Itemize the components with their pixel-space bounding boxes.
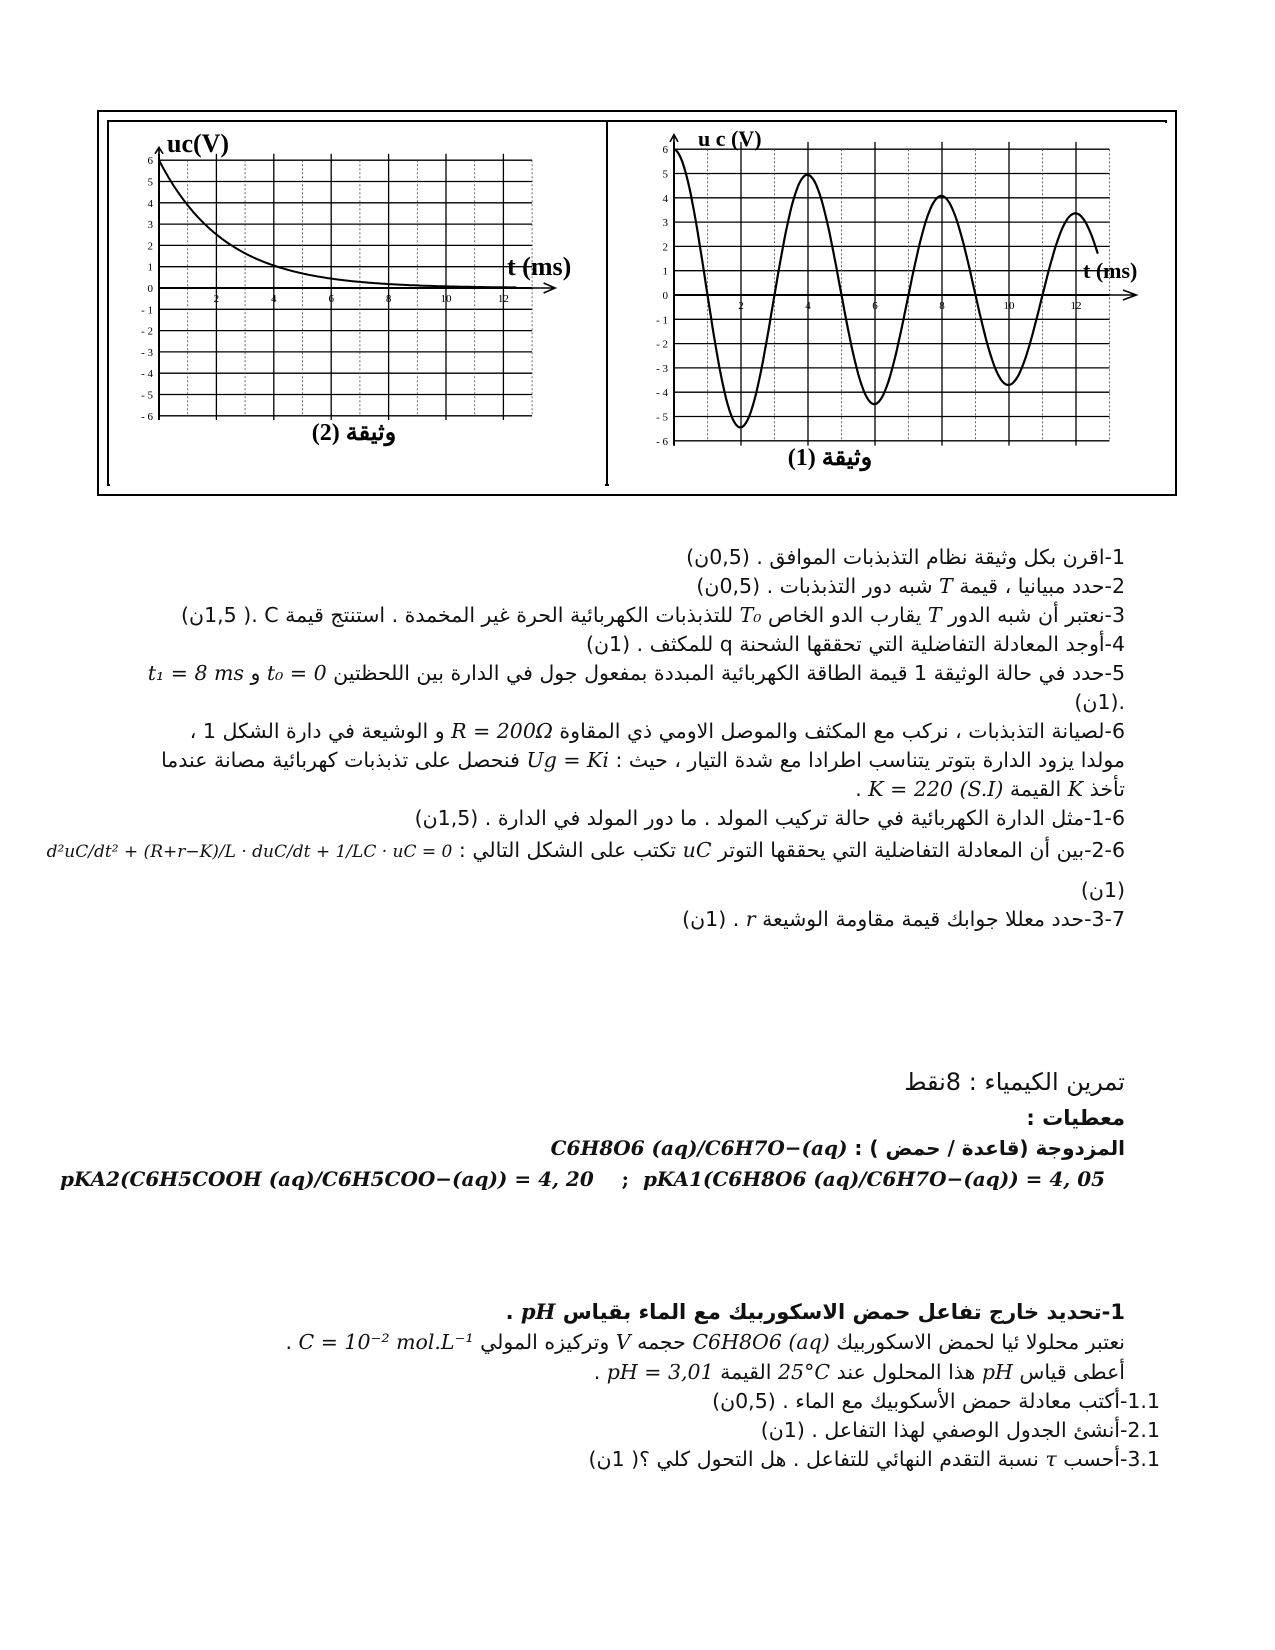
y-tick-label: 3 — [662, 217, 668, 230]
y-tick-label: 1 — [147, 261, 153, 274]
question-2: 2-حدد مبيانيا ، قيمة T شبه دور التذبذبات . (0,5ن) — [696, 574, 1125, 598]
question-7: 3-7-حدد معللا جوابك قيمة مقاومة الوشيعة r . (1ن) — [682, 907, 1125, 931]
y-tick-label: 4 — [662, 192, 668, 205]
y-tick-label: 1 — [662, 265, 668, 278]
chem-line-1: نعتبر محلولا ئيا لحمض الاسكوربيك C6H8O6 (aq) حجمه V وتركيزه المولي C = 10⁻² mol.L⁻¹ . — [285, 1330, 1125, 1354]
y-tick-label: - 6 — [141, 410, 153, 423]
y-tick-label: 0 — [147, 283, 153, 295]
y-tick-label: 4 — [147, 197, 153, 210]
question-6-line3: تأخذ K القيمة K = 220 (S.I) . — [855, 777, 1125, 801]
y-tick-label: 5 — [147, 176, 153, 189]
doc1-caption: وثيقة (1) — [787, 445, 873, 471]
question-2-1: 2.1-أنشئ الجدول الوصفي لهذا التفاعل . (1ن) — [760, 1418, 1160, 1442]
figure-box — [97, 110, 1177, 496]
x-tick-label: 8 — [939, 300, 945, 312]
pka2-line: pKA2(C6H5COOH (aq)/C6H5COO−(aq)) = 4, 20 ; pKA1(C6H8O6 (aq)/C6H7O−(aq)) = 4, 05 — [60, 1167, 1106, 1191]
x-tick-label: 12 — [1070, 300, 1082, 312]
chemistry-couple: المزدوجة (قاعدة / حمض ) : C6H8O6 (aq)/C6H7O−(aq) — [550, 1136, 1125, 1160]
question-5: 5-حدد في حالة الوثيقة 1 قيمة الطاقة الكهربائية المبددة بمفعول جول في الدارة بين اللحظتين t₀ = 0 و t₁ = 8 ms — [147, 661, 1125, 685]
chem-line-2: أعطى قياس pH هذا المحلول عند 25°C القيمة pH = 3,01 . — [593, 1360, 1125, 1384]
y-tick-label: - 3 — [141, 346, 153, 359]
y-tick-label: 2 — [662, 241, 668, 254]
y-tick-label: 0 — [662, 290, 668, 302]
question-6-2: 2-6-بين أن المعادلة التفاضلية التي يحققها التوتر uC تكتب على الشكل التالي : d²uC/dt² + (R+r−K)/L · duC/dt + 1/LC · uC = 0 — [46, 838, 1125, 862]
doc2-caption: وثيقة (2) — [311, 420, 397, 446]
y-tick-label: - 6 — [656, 435, 668, 448]
x-tick-label: 2 — [738, 300, 744, 312]
x-tick-label: 10 — [1003, 300, 1015, 312]
y-tick-label: - 3 — [656, 362, 668, 375]
y-tick-label: - 2 — [141, 325, 153, 338]
y-tick-label: - 5 — [656, 411, 668, 424]
doc2-y-label: uc(V) — [167, 129, 230, 158]
question-1-1: 1.1-أكتب معادلة حمض الأسكوبيك مع الماء . (0,5ن) — [712, 1389, 1160, 1413]
x-tick-label: 2 — [213, 293, 220, 305]
figure-inner-frame — [107, 120, 1167, 486]
x-tick-label: 6 — [328, 293, 334, 305]
x-tick-label: 4 — [271, 293, 277, 305]
y-tick-label: - 2 — [656, 338, 668, 351]
chemistry-section — [60, 1060, 1200, 1520]
doc1-y-label: u c (V) — [698, 126, 762, 151]
x-tick-label: 8 — [385, 293, 392, 305]
y-tick-label: - 4 — [656, 387, 668, 400]
x-tick-label: 4 — [805, 300, 811, 312]
y-tick-label: - 5 — [141, 389, 153, 402]
y-tick-label: - 1 — [656, 314, 668, 327]
x-tick-label: 10 — [440, 293, 452, 305]
question-5-points: .(1ن) — [1074, 690, 1125, 714]
doc2-x-label: t (ms) — [507, 252, 572, 281]
y-tick-label: - 1 — [141, 304, 153, 317]
chemistry-title: تمرين الكيمياء : 8نقط — [904, 1068, 1125, 1096]
question-6-2-points: (1ن) — [1080, 878, 1125, 902]
y-tick-label: 6 — [147, 155, 153, 168]
y-tick-label: - 4 — [141, 368, 153, 381]
y-tick-label: 3 — [147, 219, 153, 232]
chemistry-given: معطيات : — [1026, 1106, 1125, 1130]
x-tick-label: 6 — [872, 300, 878, 312]
y-tick-label: 5 — [662, 168, 668, 181]
physics-questions — [46, 543, 1200, 973]
chart-doc2 — [109, 122, 606, 488]
part1-title: 1-تحديد خارج تفاعل حمض الاسكوربيك مع الماء بقياس pH . — [505, 1299, 1125, 1324]
question-4: 4-أوجد المعادلة التفاضلية التي تحققها الشحنة q للمكثف . (1ن) — [585, 632, 1125, 656]
question-1: 1-اقرن بكل وثيقة نظام التذبذبات الموافق . (0,5ن) — [686, 545, 1125, 569]
question-6-line2: مولدا يزود الدارة بتوتر يتناسب اطرادا مع شدة التيار ، حيث : Ug = Ki فنحصل على تذبذبات كهربائية مصانة عندما — [161, 748, 1125, 772]
question-6: 6-لصيانة التذبذبات ، نركب مع المكثف والموصل الاومي ذي المقاوة R = 200Ω و الوشيعة في دارة الشكل 1 ، — [189, 719, 1125, 743]
question-3-1: 3.1-أحسب τ نسبة التقدم النهائي للتفاعل . هل التحول كلي ؟( 1ن) — [588, 1447, 1160, 1471]
question-6-1: 1-6-مثل الدارة الكهربائية في حالة تركيب المولد . ما دور المولد في الدارة . (1,5ن) — [414, 806, 1125, 830]
x-tick-label: 12 — [497, 293, 509, 305]
question-3: 3-نعتبر أن شبه الدور T يقارب الدو الخاص T₀ للتذبذبات الكهربائية الحرة غير المخمدة . استنتج قيمة C .( 1,5ن) — [181, 603, 1125, 627]
doc1-x-label: t (ms) — [1083, 258, 1138, 283]
y-tick-label: 2 — [147, 240, 153, 253]
y-tick-label: 6 — [662, 144, 668, 157]
chart-doc1 — [608, 122, 1169, 488]
